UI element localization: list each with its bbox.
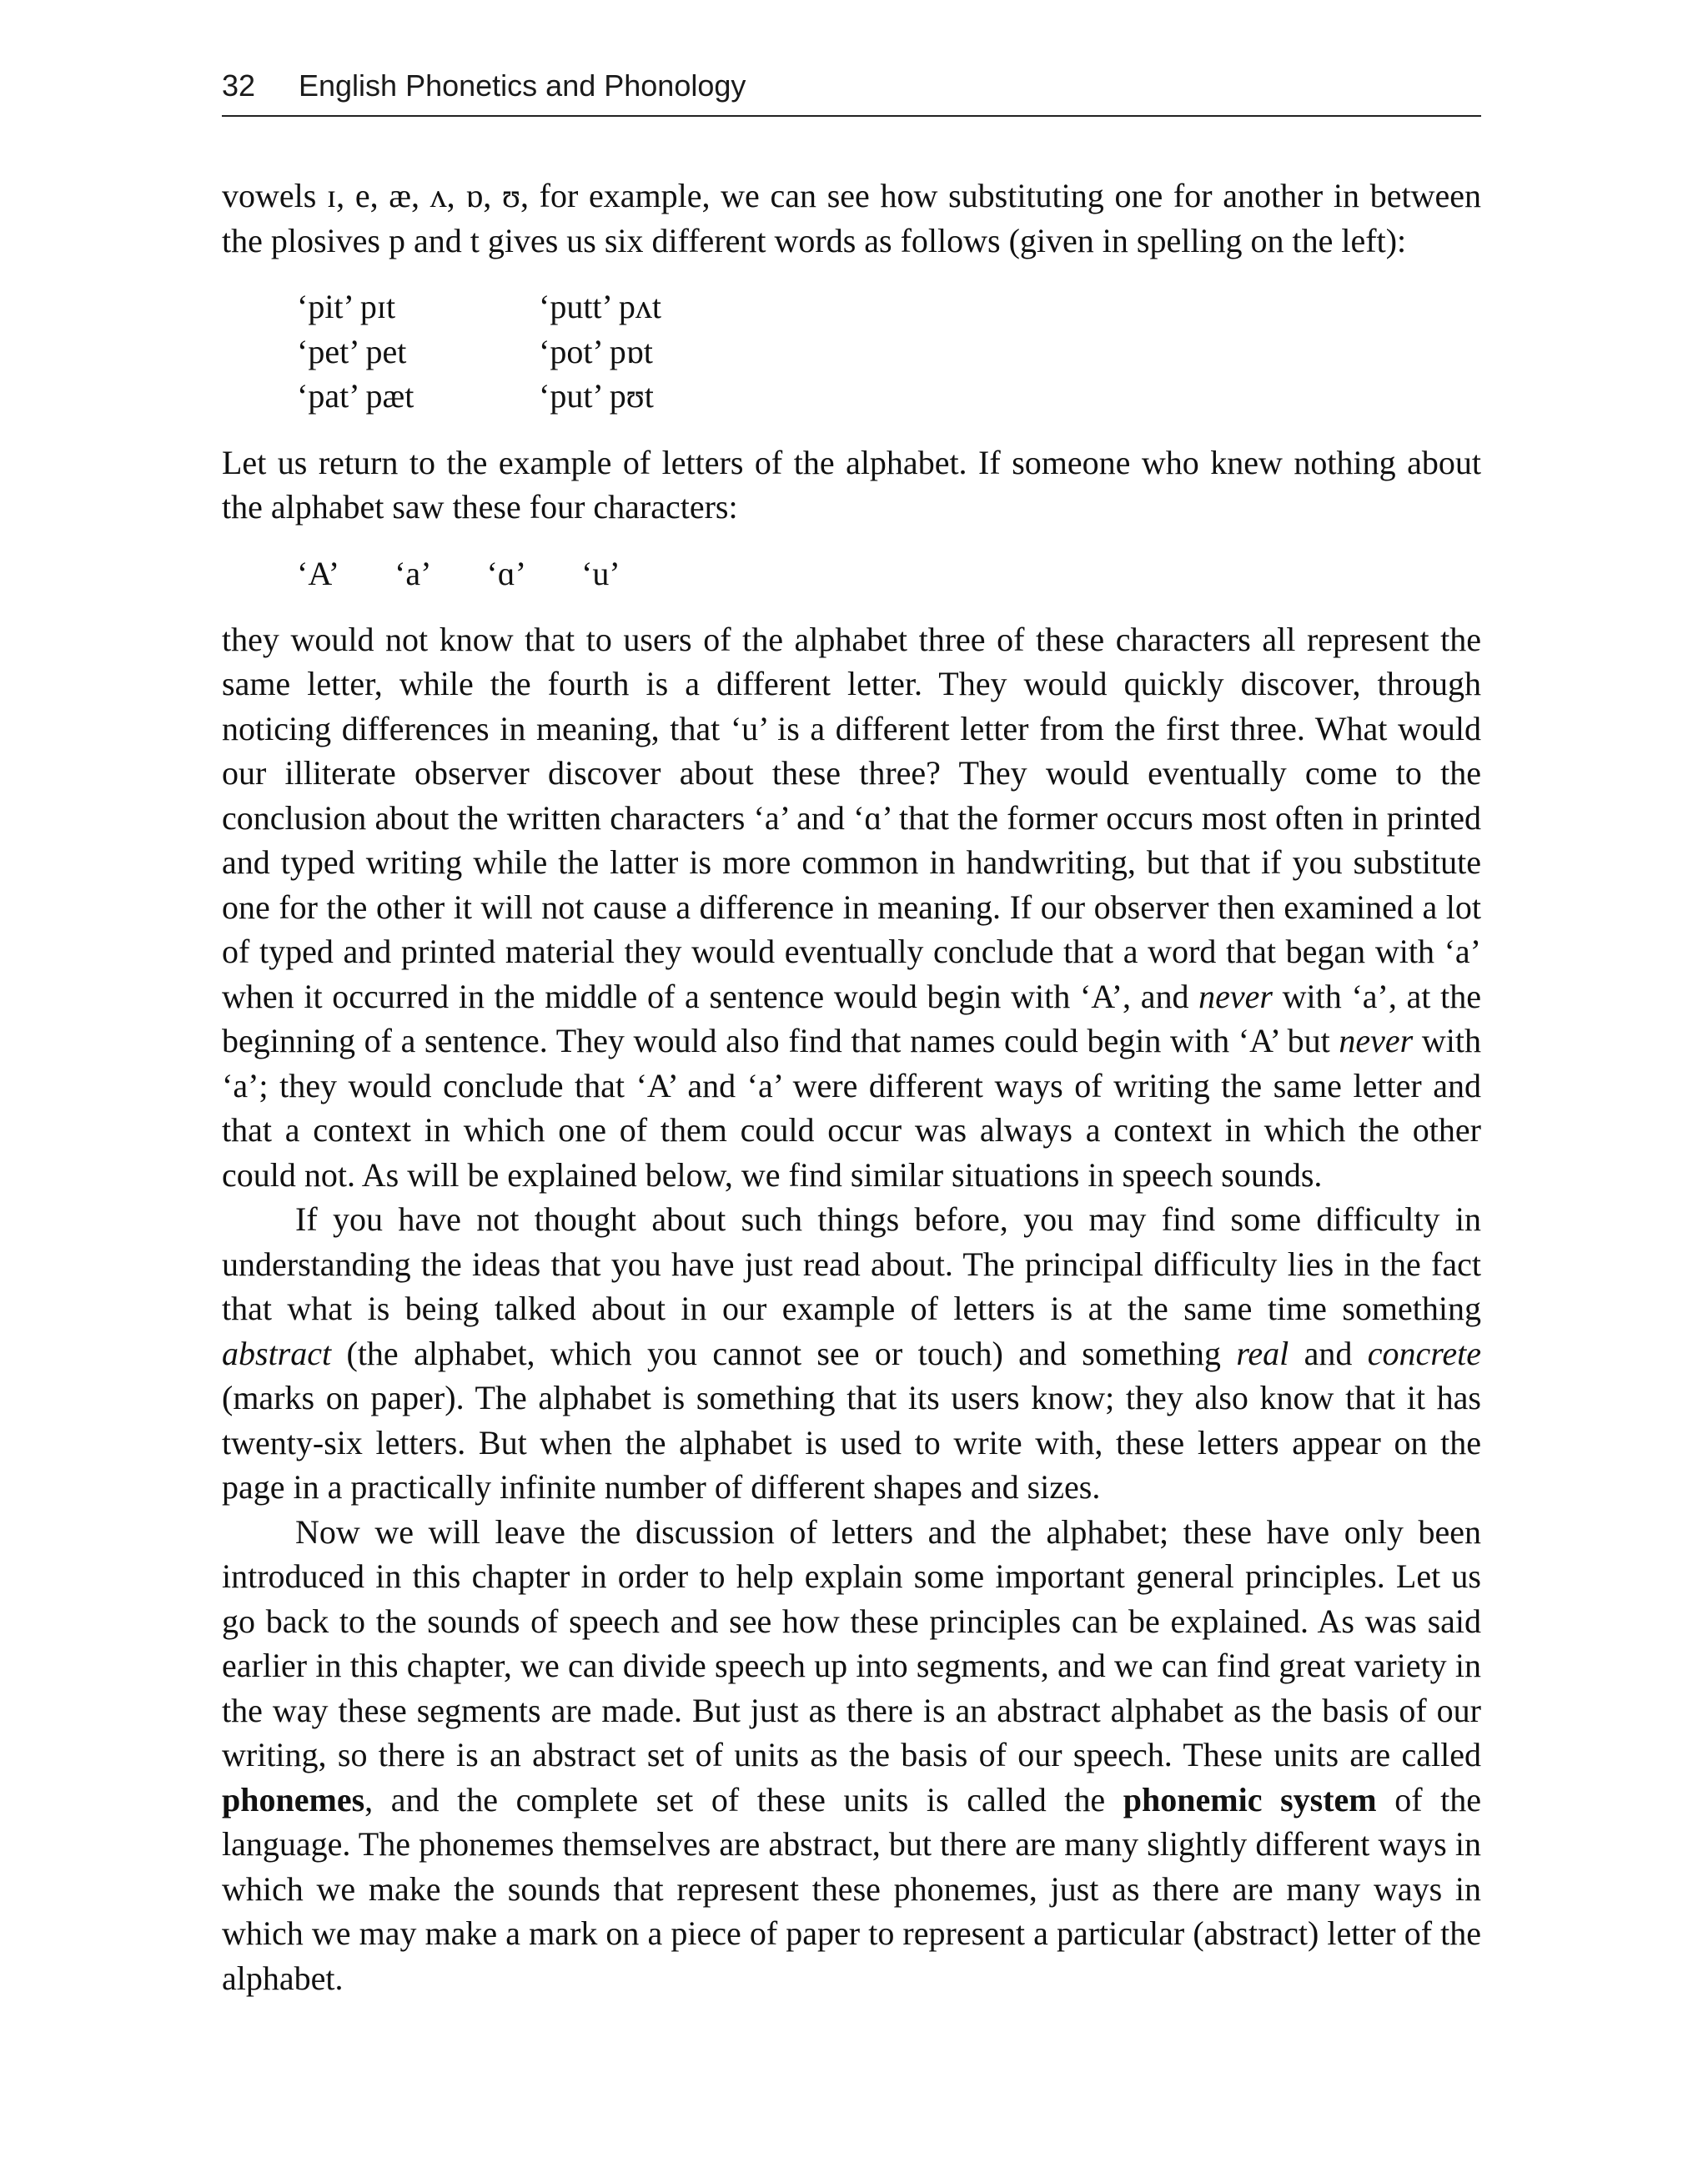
running-head [222,65,1481,117]
example-pot: ‘pot’ pɒt [539,332,653,370]
emphasis-real: real [1236,1334,1289,1372]
term-phonemes: phonemes [222,1780,365,1818]
term-phonemic-system: phonemic system [1123,1780,1377,1818]
emphasis-never: never [1339,1022,1414,1059]
paragraph-alphabet-example: Let us return to the example of letters of the alphabet. If someone who knew nothing about the alphabet saw these four characters: [222,443,1481,526]
emphasis-concrete: concrete [1367,1334,1481,1372]
characters-example [297,551,1481,596]
paragraph-abstract-concrete: If you have not thought about such things before, you may find some difficulty in understanding the ideas that you have just read about. The principal difficulty lies in the fact that what is being talked about in our example of letters is at the same time something abstract (the alphabet, which you cannot see or touch) and something real and concrete (marks on paper). The alphabet is something that its users know; they also know that it has twenty-six letters. But when the alphabet is used to write with, these letters appear on the page in a practically infinite number of different shapes and sizes. [222,1200,1481,1506]
intro-paragraph: vowels ɪ, e, æ, ʌ, ɒ, ʊ, for example, we can see how substituting one for another in between the plosives p and t gives us six different words as follows (given in spelling on the left): [222,177,1481,259]
example-pet: ‘pet’ pet [297,332,407,370]
paragraph-phonemes: Now we will leave the discussion of letters and the alphabet; these have only been introduced in this chapter in order to help explain some important general principles. Let us go back to the sounds of speech and see how these principles can be explained. As was said earlier in this chapter, we can divide speech up into segments, and we can find great variety in the way these segments are made. But just as there is an abstract alphabet as the basis of our writing, so there is an abstract set of units as the basis of our speech. These units are called phonemes, and the complete set of these units is called the phonemic system of the language. The phonemes themselves are abstract, but there are many slightly different ways in which we make the sounds that represent these phonemes, just as there are many ways in which we may make a mark on a piece of paper to represent a particular (abstract) letter of the alphabet. [222,1512,1481,1997]
minimal-pairs-examples [297,284,1481,419]
example-putt: ‘putt’ pʌt [539,288,662,325]
emphasis-never: never [1198,977,1273,1015]
running-head-title: English Phonetics and Phonology [299,68,746,103]
example-pat: ‘pat’ pæt [297,377,414,415]
character-capital-a: ‘A’ [297,554,340,592]
example-put: ‘put’ pʊt [539,377,654,415]
character-lowercase-a: ‘a’ [394,554,432,592]
emphasis-abstract: abstract [222,1334,332,1372]
page-number: 32 [222,68,256,103]
character-u: ‘u’ [581,554,620,592]
paragraph-observer: they would not know that to users of the alphabet three of these characters all represent the same letter, while the fourth is a different letter. They would quickly discover, through noticing differences in meaning, that ‘u’ is a different letter from the first three. What would our illiterate observer discover about these three? They would eventually come to the conclusion about the written characters ‘a’ and ‘ɑ’ that the former occurs most often in printed and typed writing while the latter is more common in handwriting, but that if you substitute one for the other it will not cause a difference in meaning. If our observer then examined a lot of typed and printed material they would eventually conclude that a word that began with ‘a’ when it occurred in the middle of a sentence would begin with ‘A’, and never with ‘a’, at the beginning of a sentence. They would also find that names could begin with ‘A’ but never with ‘a’; they would conclude that ‘A’ and ‘a’ were different ways of writing the same letter and that a context in which one of them could occur was always a context in which the other could not. As will be explained below, we find similar situations in speech sounds. [222,620,1481,1194]
character-script-a: ‘ɑ’ [486,554,527,592]
example-pit: ‘pit’ pɪt [297,288,396,325]
body-text [222,174,1481,2000]
